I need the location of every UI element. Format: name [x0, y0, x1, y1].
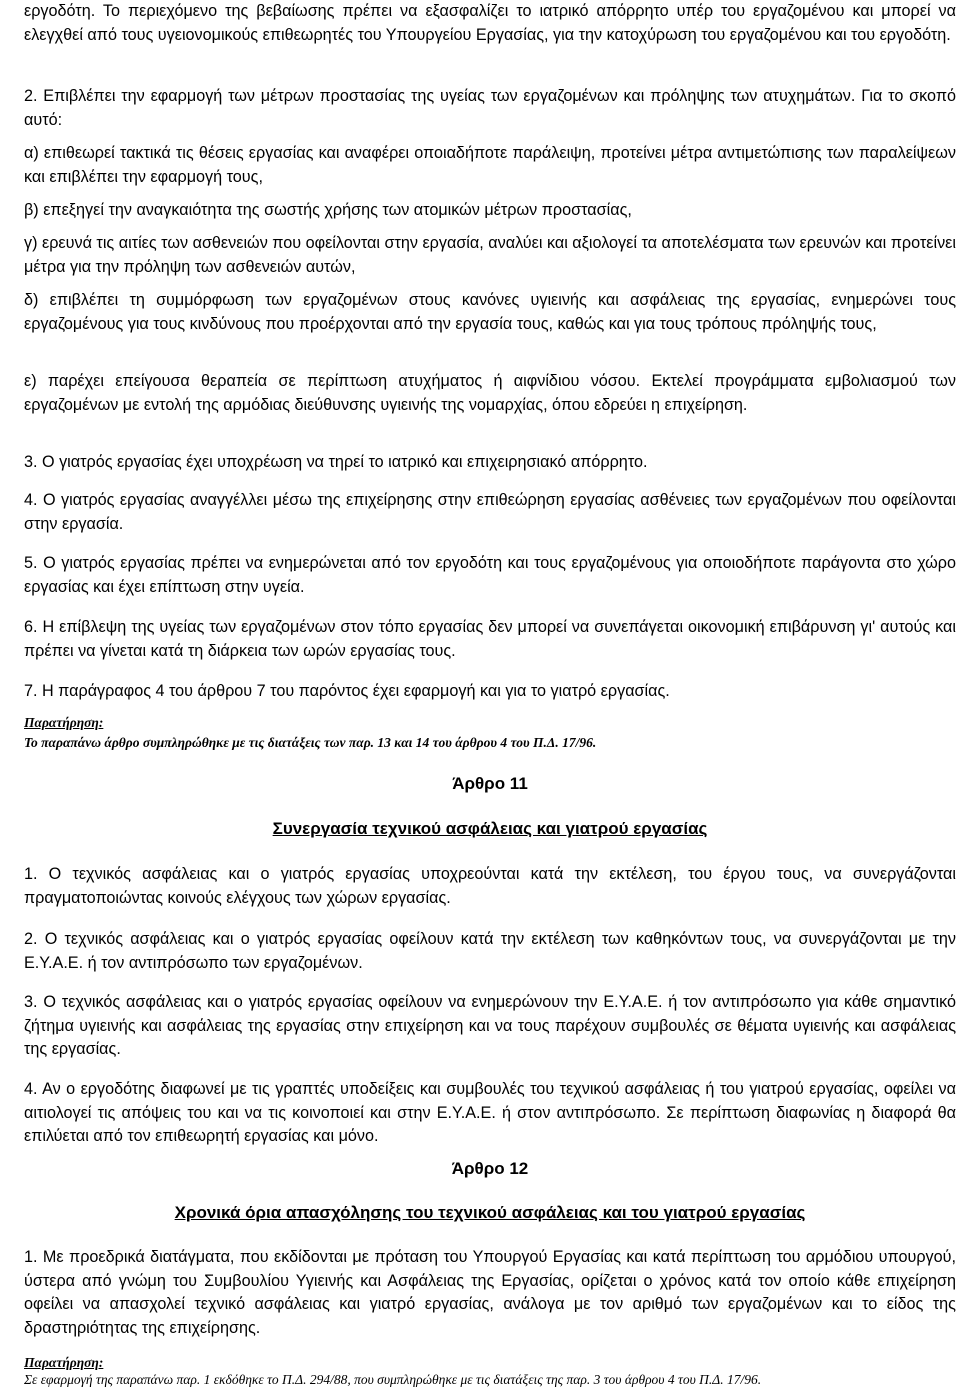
- paragraph-5: 5. Ο γιατρός εργασίας πρέπει να ενημερώνεται από τον εργοδότη και τους εργαζομένους για οποιοδήποτε παράγοντα στο χώρο εργασίας και έχει επίπτωση στην υγεία.: [24, 554, 956, 596]
- paragraph-4: 4. Ο γιατρός εργασίας αναγγέλλει μέσω της επιχείρησης στην επιθεώρηση εργασίας ασθένειες των εργαζομένων που οφείλονται στην εργασία.: [24, 491, 956, 533]
- article-12-number: Άρθρο 12: [451, 1159, 529, 1178]
- paragraph-7: 7. Η παράγραφος 4 του άρθρου 7 του παρόντος έχει εφαρμογή και για το γιατρό εργασίας.: [24, 682, 670, 700]
- note-label: Παρατήρηση:: [24, 715, 104, 730]
- paragraph-2: 2. Επιβλέπει την εφαρμογή των μέτρων προστασίας της υγείας των εργαζομένων και πρόληψης των ατυχημάτων. Για το σκοπό αυτό:: [24, 87, 956, 129]
- item-d: δ) επιβλέπει τη συμμόρφωση των εργαζομένων στους κανόνες υγιεινής και ασφάλειας της εργασίας, ενημερώνει τους εργαζομένους για τους κινδύνους που προέρχονται από την εργασία τους, καθώς και για τους τρόπους πρόληψής τους,: [24, 291, 956, 333]
- item-a: α) επιθεωρεί τακτικά τις θέσεις εργασίας και αναφέρει οποιαδήποτε παράλειψη, προτείνει μέτρα αντιμετώπισης των παραλείψεων και επιβλέπει την εφαρμογή τους,: [24, 144, 956, 186]
- note-text: Το παραπάνω άρθρο συμπληρώθηκε με τις διατάξεις των παρ. 13 και 14 του άρθρου 4 του Π.Δ. 17/96.: [24, 735, 597, 750]
- article-11-paragraph-4: 4. Αν ο εργοδότης διαφωνεί με τις γραπτές υποδείξεις και συμβουλές του τεχνικού ασφάλειας ή του γιατρού εργασίας, οφείλει να αιτιολογεί τις απόψεις του και να τις κοινοποιεί και στην Ε.Υ.Α.Ε. ή στον αντιπρόσωπο. Σε περίπτωση διαφωνίας η διαφορά θα επιλύεται από τον επιθεωρητή εργασίας και μόνο.: [24, 1080, 956, 1145]
- article-11-paragraph-2: 2. Ο τεχνικός ασφάλειας και ο γιατρός εργασίας οφείλουν κατά την εκτέλεση των καθηκόντων τους, να συνεργάζονται με την Ε.Υ.Α.Ε. ή τον αντιπρόσωπο των εργαζομένων.: [24, 930, 956, 972]
- article-11-number: Άρθρο 11: [452, 774, 528, 793]
- article-11-paragraph-1: 1. Ο τεχνικός ασφάλειας και ο γιατρός εργασίας υποχρεούνται κατά την εκτέλεση, του έργου τους, να συνεργάζονται πραγματοποιώντας κοινούς ελέγχους των χώρων εργασίας.: [24, 865, 956, 907]
- article-12-paragraph-1: 1. Με προεδρικά διατάγματα, που εκδίδονται με πρόταση του Υπουργού Εργασίας και κατά περίπτωση του αρμόδιου υπουργού, ύστερα από γνώμη του Συμβουλίου Υγιεινής και Ασφάλειας της Εργασίας, ορίζεται ο χρόνος κατά τον οποίο κάθε επιχείρηση οφείλει να απασχολεί τεχνικό ασφάλειας και γιατρό εργασίας, ανάλογα με τον αριθμό των εργαζομένων και το είδος της δραστηριότητας της επιχείρησης.: [24, 1248, 956, 1337]
- item-b: β) επεξηγεί την αναγκαιότητα της σωστής χρήσης των ατομικών μέτρων προστασίας,: [24, 201, 632, 219]
- note-label: Παρατήρηση:: [24, 1355, 104, 1370]
- item-e: ε) παρέχει επείγουσα θεραπεία σε περίπτωση ατυχήματος ή αιφνίδιου νόσου. Εκτελεί προγράμματα εμβολιασμού των εργαζομένων με εντολή της αρμόδιας διεύθυνσης υγιεινής της νομαρχίας, όπου εδρεύει η επιχείρηση.: [24, 372, 956, 414]
- article-11-title: Συνεργασία τεχνικού ασφάλειας και γιατρού εργασίας: [272, 819, 708, 838]
- paragraph-6: 6. Η επίβλεψη της υγείας των εργαζομένων στον τόπο εργασίας δεν μπορεί να συνεπάγεται οικονομική επιβάρυνση γι' αυτούς και πρέπει να γίνεται κατά τη διάρκεια των ωρών εργασίας τους.: [24, 618, 956, 660]
- article-11-paragraph-3: 3. Ο τεχνικός ασφάλειας και ο γιατρός εργασίας οφείλουν να ενημερώνουν την Ε.Υ.Α.Ε. ή τον αντιπρόσωπο για κάθε σημαντικό ζήτημα υγιεινής και ασφάλειας της εργασίας στην επιχείρηση και να τους παρέχουν συμβουλές σε θέματα υγιεινής και ασφάλειας της εργασίας.: [24, 993, 956, 1058]
- paragraph-continuation: εργοδότη. Το περιεχόμενο της βεβαίωσης πρέπει να εξασφαλίζει το ιατρικό απόρρητο υπέρ του εργαζομένου και μπορεί να ελεγχθεί από τους υγειονομικούς επιθεωρητές του Υπουργείου Εργασίας, για την κατοχύρωση του εργαζομένου και του εργοδότη.: [24, 2, 956, 44]
- paragraph-3: 3. Ο γιατρός εργασίας έχει υποχρέωση να τηρεί το ιατρικό και επιχειρησιακό απόρρητο.: [24, 453, 648, 471]
- item-c: γ) ερευνά τις αιτίες των ασθενειών που οφείλονται στην εργασία, αναλύει και αξιολογεί τα αποτελέσματα των ερευνών και προτείνει μέτρα για την πρόληψη των ασθενειών αυτών,: [24, 234, 956, 276]
- note-text: Σε εφαρμογή της παραπάνω παρ. 1 εκδόθηκε το Π.Δ. 294/88, που συμπληρώθηκε με τις διατάξεις της παρ. 3 του άρθρου 4 του Π.Δ. 17/96.: [24, 1372, 762, 1387]
- article-12-title: Χρονικά όρια απασχόλησης του τεχνικού ασφάλειας και του γιατρού εργασίας: [174, 1203, 806, 1222]
